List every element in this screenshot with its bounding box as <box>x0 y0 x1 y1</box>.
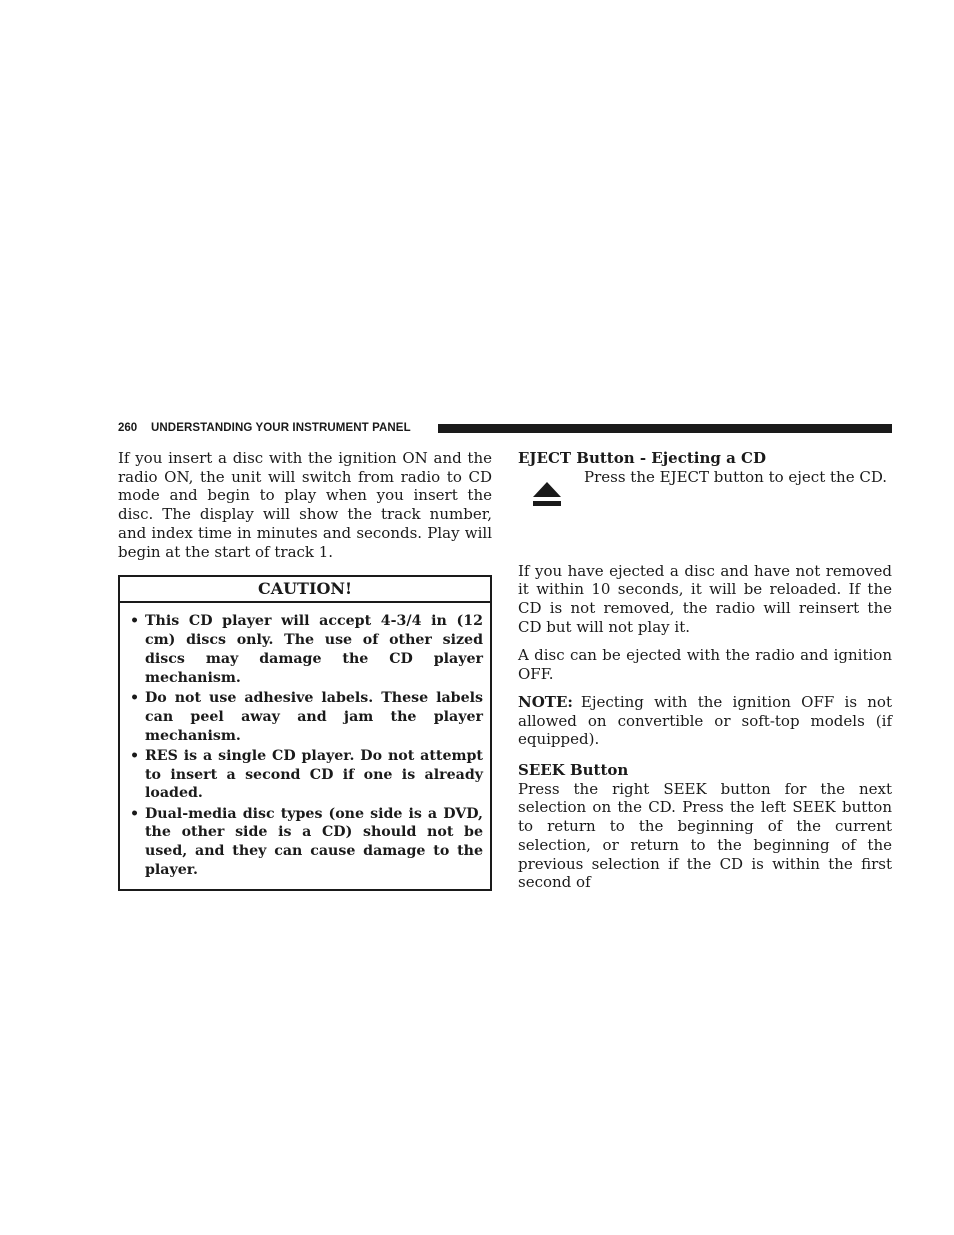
caution-item: • This CD player will accept 4-3/4 in (12 cm) discs only. The use of other sized discs may damage the CD player mechanism. <box>130 613 483 686</box>
eject-instruction: Press the EJECT button to eject the CD. <box>584 467 888 486</box>
caution-item: • Dual-media disc types (one side is a DVD, the other side is a CD) should not be used, and they can cause damage to the player. <box>130 805 483 879</box>
bullet-icon: • <box>130 613 140 630</box>
caution-list <box>120 603 490 889</box>
seek-paragraph: Press the right SEEK button for the next selection on the CD. Press the left SEEK button to return to the beginning of the current selection, or return to the beginning of the previous selection if the CD is within the first second of <box>518 779 892 892</box>
bullet-icon: • <box>130 689 140 706</box>
note-text: Ejecting with the ignition OFF is not allowed on convertible or soft-top models (if equipped). <box>518 692 892 749</box>
left-column <box>118 449 492 891</box>
note-label: NOTE: <box>518 692 573 711</box>
page-number: 260 <box>118 422 138 434</box>
eject-icon <box>532 482 562 508</box>
note-paragraph <box>518 693 892 749</box>
eject-heading: EJECT Button - Ejecting a CD <box>518 449 766 467</box>
caution-item: • RES is a single CD player. Do not attempt to insert a second CD if one is already loaded. <box>130 747 483 802</box>
header-rule <box>438 424 892 433</box>
caution-title: CAUTION! <box>120 577 490 603</box>
page-header <box>118 420 892 436</box>
eject-row <box>518 468 892 548</box>
reload-paragraph: If you have ejected a disc and have not removed it within 10 seconds, it will be reloaded. If the CD is not removed, the radio will reinsert the CD but will not play it. <box>518 561 892 636</box>
intro-paragraph: If you insert a disc with the ignition ON and the radio ON, the unit will switch from radio to CD mode and begin to play when you insert the disc. The display will show the track number, and index time in minutes and seconds. Play will begin at the start of track 1. <box>118 449 492 561</box>
right-column <box>518 449 892 892</box>
caution-box <box>118 575 492 891</box>
bullet-icon: • <box>130 805 140 822</box>
section-title: UNDERSTANDING YOUR INSTRUMENT PANEL <box>151 422 411 434</box>
off-paragraph: A disc can be ejected with the radio and ignition OFF. <box>518 646 892 683</box>
caution-item: • Do not use adhesive labels. These labels can peel away and jam the player mechanism. <box>130 689 483 744</box>
seek-heading: SEEK Button <box>518 761 629 780</box>
bullet-icon: • <box>130 747 140 764</box>
